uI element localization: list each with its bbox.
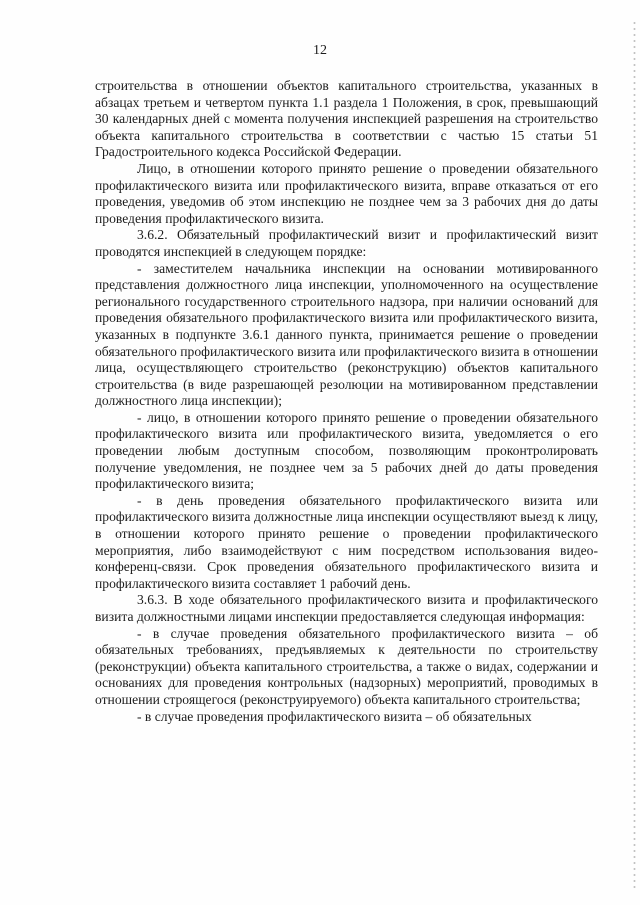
paragraph-mandatory-visit-info: - в случае проведения обязательного профилактического визита – об обязательных требованиях, предъявляемых к деятельности по строительству (реконструкции) объекта капитального строительства, а также о видах, содержании и основаниях для проведения контрольных (надзорных) мероприятий, проводимых в отношении строящегося (реконструируемого) объекта капитального строительства; [95,625,598,707]
paragraph-notification-item: - лицо, в отношении которого принято решение о проведении обязательного профилактического визита или профилактического визита, уведомляется о его проведении любым доступным способом, позволяющим проконтролировать получение уведомления, не позднее чем за 5 рабочих дней до даты проведения профилактического визита; [95,409,598,492]
paragraph-continuation: строительства в отношении объектов капитального строительства, указанных в абзацах третьем и четвертом пункта 1.1 раздела 1 Положения, в срок, превышающий 30 календарных дней с момента получения инспекцией разрешения на строительство объекта капитального строительства в соответствии с частью 15 статьи 51 Градостроительного кодекса Российской Федерации. [95,78,598,160]
paragraph-3-6-3: 3.6.3. В ходе обязательного профилактического визита и профилактического визита должностными лицами инспекции предоставляется следующая информация: [95,592,598,624]
paragraph-3-6-2: 3.6.2. Обязательный профилактический визит и профилактический визит проводятся инспекцией в следующем порядке: [95,227,598,259]
scan-edge-artifact [633,20,636,890]
page-number: 12 [313,43,327,58]
paragraph-decision-item: - заместителем начальника инспекции на основании мотивированного представления должностного лица инспекции, уполномоченного на осуществление регионального государственного строительного надзора, при наличии оснований для проведения обязательного профилактического визита или профилактического визита, указанных в подпункте 3.6.1 данного пункта, принимается решение о проведении обязательного профилактического визита или профилактического визита в отношении лица, осуществляющего строительство (реконструкцию) объектов капитального строительства (в виде разрешающей резолюции на мотивированном представлении должностного лица инспекции); [95,260,598,409]
body-text [95,78,598,725]
paragraph-visit-day-item: - в день проведения обязательного профилактического визита или профилактического визита должностные лица инспекции осуществляют выезд к лицу, в отношении которого принято решение о проведении профилактического мероприятия, либо взаимодействуют с ним посредством использования видео-конференц-связи. Срок проведения обязательного профилактического визита и профилактического визита составляет 1 рабочий день. [95,492,598,591]
paragraph-visit-info: - в случае проведения профилактического визита – об обязательных [137,708,532,724]
paragraph-refusal-right: Лицо, в отношении которого принято решение о проведении обязательного профилактического визита или профилактического визита, вправе отказаться от его проведения, уведомив об этом инспекцию не позднее чем за 3 рабочих дня до даты проведения профилактического визита. [95,160,598,226]
